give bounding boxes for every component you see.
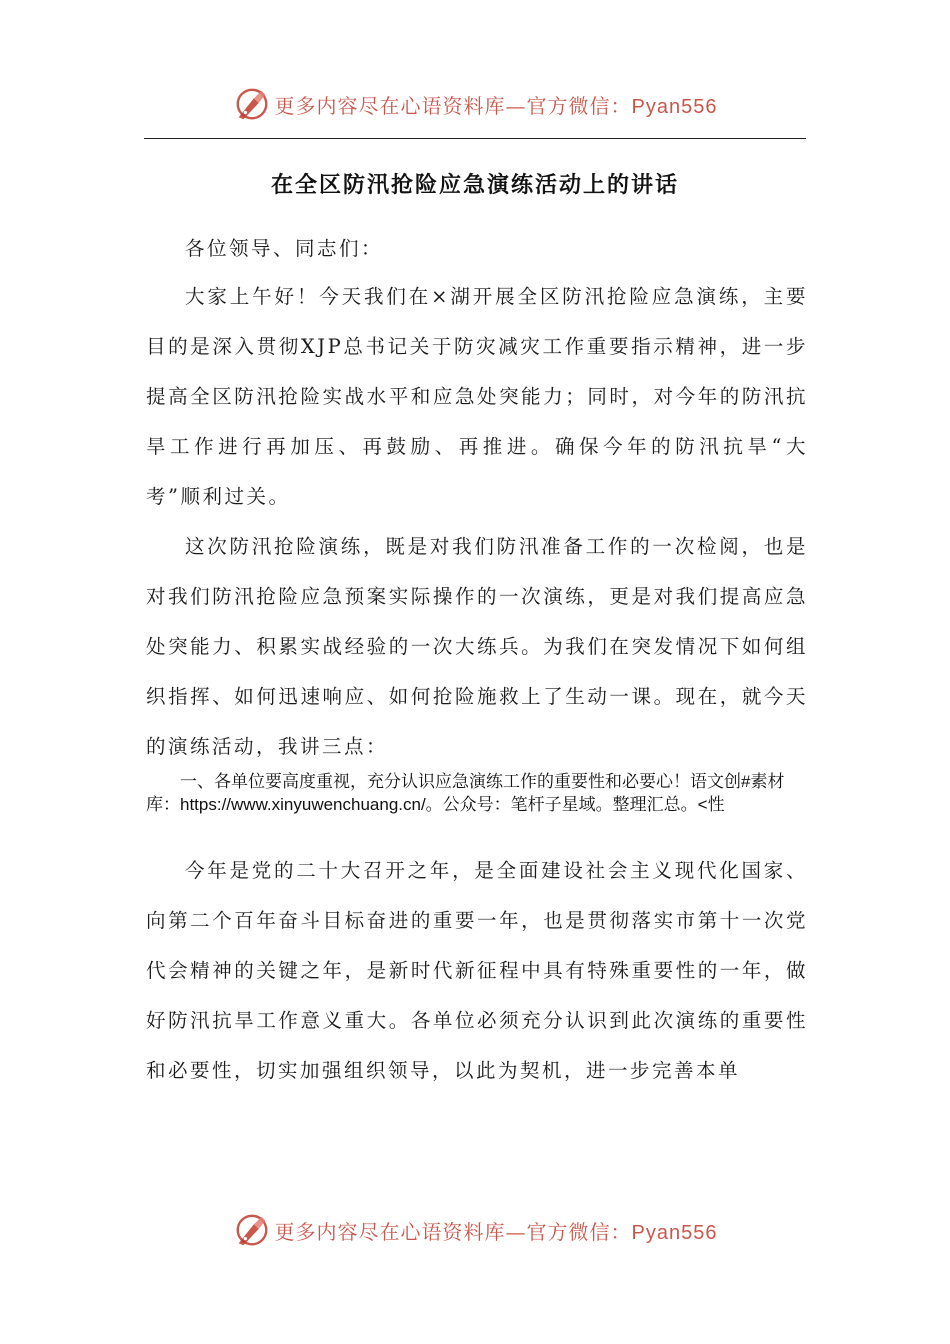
- paragraph-3-block: [146, 846, 808, 1096]
- pen-nib-logo-icon: [233, 1211, 271, 1249]
- footer-banner-text: [275, 1216, 718, 1245]
- header-wechat-id: Pyan556: [631, 95, 718, 118]
- paragraph-1-block: [146, 272, 808, 522]
- header-divider: [144, 138, 806, 139]
- section-heading-1: 一、各单位要高度重视，充分认识应急演练工作的重要性和必要心！语文创#素材库：https://www.xinyuwenchuang.cn/。公众号：笔杆子星域。整理汇总。<性: [146, 772, 785, 814]
- footer-wechat-id: Pyan556: [631, 1221, 718, 1244]
- footer-banner: [0, 1208, 950, 1252]
- header-slogan: 更多内容尽在心语资料库—官方微信：: [274, 93, 632, 118]
- salutation-block: [146, 224, 808, 274]
- pen-nib-logo-icon: [233, 85, 271, 123]
- header-banner-text: [275, 90, 718, 119]
- header-banner: [0, 82, 950, 126]
- document-title: 在全区防汛抢险应急演练活动上的讲话: [270, 173, 679, 198]
- paragraph-2: 这次防汛抢险演练，既是对我们防汛准备工作的一次检阅，也是对我们防汛抢险应急预案实际操作的一次演练，更是对我们提高应急处突能力、积累实战经验的一次大练兵。为我们在突发情况下如何组织指挥、如何迅速响应、如何抢险施救上了生动一课。现在，就今天的演练活动，我讲三点：: [146, 535, 808, 758]
- paragraph-3: 今年是党的二十大召开之年，是全面建设社会主义现代化国家、向第二个百年奋斗目标奋进的重要一年，也是贯彻落实市第十一次党代会精神的关键之年，是新时代新征程中具有特殊重要性的一年，做好防汛抗旱工作意义重大。各单位必须充分认识到此次演练的重要性和必要性，切实加强组织领导，以此为契机，进一步完善本单: [146, 859, 808, 1082]
- paragraph-1: 大家上午好！今天我们在×湖开展全区防汛抢险应急演练，主要目的是深入贯彻XJP总书记关于防灾减灾工作重要指示精神，进一步提高全区防汛抢险实战水平和应急处突能力；同时，对今年的防汛抗旱工作进行再加压、再鼓励、再推进。确保今年的防汛抗旱“大考”顺利过关。: [146, 285, 808, 508]
- footer-slogan: 更多内容尽在心语资料库—官方微信：: [274, 1219, 632, 1244]
- salutation: 各位领导、同志们：: [185, 237, 384, 260]
- paragraph-2-block: [146, 522, 808, 772]
